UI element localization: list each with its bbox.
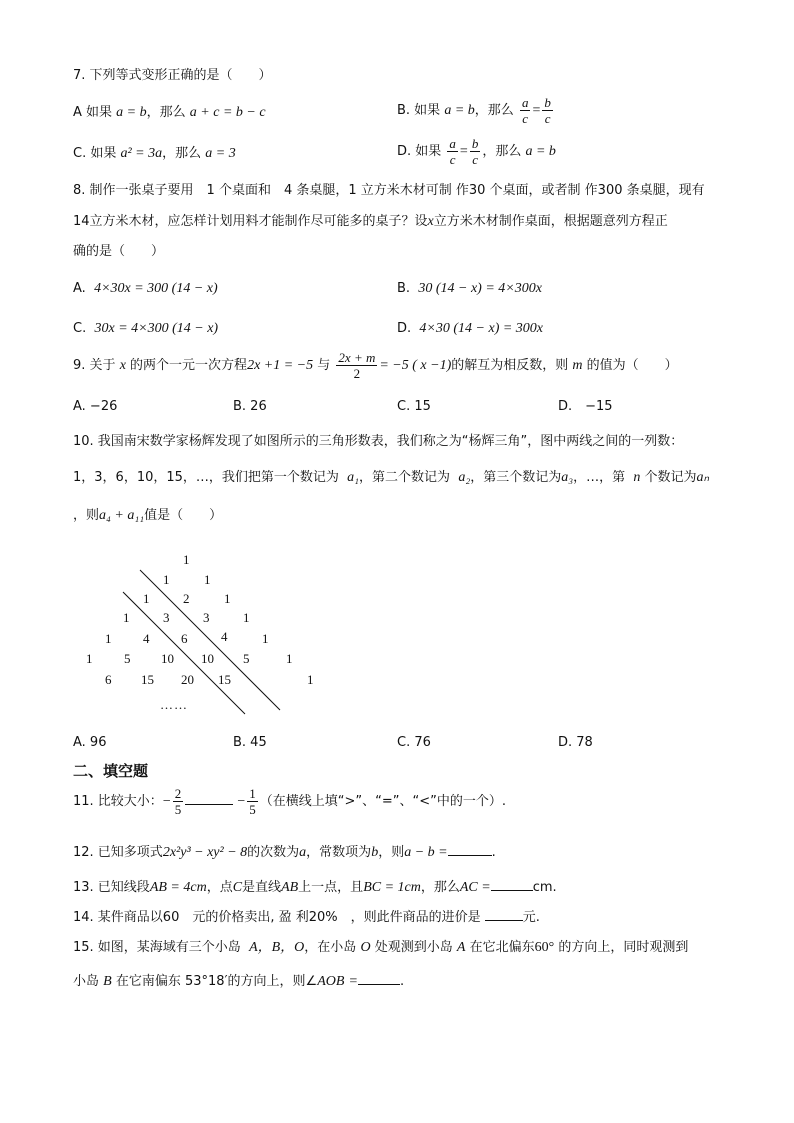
triangle-cell: 4 (143, 631, 150, 646)
triangle-cell: 5 (124, 651, 131, 666)
q8-option-b: B. 30 (14 − x) = 4×300x (397, 281, 542, 296)
q14-answer-blank[interactable] (485, 908, 523, 921)
triangle-cell: 1 (123, 610, 130, 625)
q10-option-b: B. 45 (233, 735, 267, 750)
triangle-cell: 1 (224, 591, 231, 606)
divider-line-upper (140, 570, 280, 710)
triangle-ellipsis: …… (160, 697, 188, 712)
q8-line3: 确的是（ ） (73, 244, 165, 259)
q8-line2: 14立方米木材，应怎样计划用料才能制作尽可能多的桌子？设x立方米木材制作桌面，根据题意列方程正 (73, 214, 668, 229)
q13-line: 13. 已知线段AB = 4cm，点C是直线AB上一点，且BC = 1cm，那么AC = cm. (73, 880, 557, 895)
q12-answer-blank[interactable] (448, 843, 492, 856)
q7-option-b: B. 如果 a = b，那么 $\frac{a}{c}$ = $\frac{b}{c}$ (397, 95, 551, 126)
triangle-cell: 3 (163, 610, 170, 625)
triangle-cell: 1 (105, 631, 112, 646)
q10-option-d: D. 78 (558, 735, 593, 750)
q9-option-b: B. 26 (233, 399, 267, 414)
q8-option-d: D. 4×30 (14 − x) = 300x (397, 321, 544, 336)
q15-line2: 小岛 B 在它南偏东 53°18′的方向上，则∠AOB = . (73, 974, 405, 989)
q10-line1: 10. 我国南宋数学家杨辉发现了如图所示的三角形数表，我们称之为“杨辉三角”，图中两线之间的一列数： (73, 434, 684, 449)
q9-option-c: C. 15 (397, 399, 431, 414)
triangle-cell: 1 (307, 672, 314, 687)
q12-line: 12. 已知多项式2x²y³ − xy² − 8的次数为a，常数项为b，则a − b = . (73, 845, 496, 860)
q10-line3: ，则a₄ + a₁₁值是（ ） (73, 508, 223, 523)
triangle-cell: 15 (218, 672, 231, 687)
triangle-cell: 5 (243, 651, 250, 666)
triangle-cell: 1 (243, 610, 250, 625)
q8-option-a: A. 4×30x = 300 (14 − x) (73, 281, 218, 296)
triangle-cell: 1 (143, 591, 150, 606)
triangle-cell: 1 (183, 552, 190, 567)
triangle-cell: 10 (201, 651, 214, 666)
q15-answer-blank[interactable] (358, 972, 400, 985)
q8-option-c: C. 30x = 4×300 (14 − x) (73, 321, 219, 336)
triangle-cell: 1 (163, 572, 170, 587)
q9-option-d: D. −15 (558, 399, 613, 414)
q7-option-d: D. 如果 $\frac{a}{c}$ = $\frac{b}{c}$ ，那么 a = b (397, 136, 556, 167)
q11-line: 11. 比较大小：− $\frac{2}{5}$ − $\frac{1}{5}$ （在横线上填“>”、“=”、“<”中的一个）. (73, 786, 506, 817)
triangle-cell: 1 (262, 631, 269, 646)
q15-line1: 15. 如图，某海域有三个小岛 A，B，O，在小岛 O 处观测到小岛 A 在它北偏东60° 的方向上，同时观测到 (73, 940, 689, 955)
section-heading-fill-in: 二、填空题 (73, 762, 149, 780)
triangle-cell: 2 (183, 591, 190, 606)
q7-option-a: A 如果 a = b，那么 a + c = b − c (73, 105, 266, 120)
triangle-cell: 4 (221, 629, 228, 644)
q9-stem: 9. 关于 x 的两个一元一次方程2x +1 = −5 与 $\frac{2x + m}{2}$ = −5 ( x −1)的解互为相反数，则 m 的值为（ ） (73, 350, 678, 381)
q14-line: 14. 某件商品以60 元的价格卖出, 盈 利20% ，则此件商品的进价是 元. (73, 910, 540, 925)
triangle-cell: 6 (105, 672, 112, 687)
triangle-cell: 15 (141, 672, 154, 687)
triangle-cell: 3 (203, 610, 210, 625)
triangle-cell: 6 (181, 631, 188, 646)
q10-line2: 1，3，6，10，15，…，我们把第一个数记为 a₁，第二个数记为 a₂，第三个数记为a₃，…，第 n 个数记为aₙ (73, 470, 710, 485)
q13-answer-blank[interactable] (491, 878, 533, 891)
q7-stem: 7. 下列等式变形正确的是（ ） (73, 68, 272, 83)
q11-answer-blank[interactable] (185, 792, 233, 805)
q7-option-c: C. 如果 a² = 3a，那么 a = 3 (73, 146, 236, 161)
divider-line-lower (123, 592, 245, 714)
q9-option-a: A. −26 (73, 399, 118, 414)
triangle-cell: 1 (86, 651, 93, 666)
triangle-cell: 1 (286, 651, 293, 666)
triangle-cell: 10 (161, 651, 174, 666)
triangle-cell: 20 (181, 672, 194, 687)
q10-option-c: C. 76 (397, 735, 431, 750)
q8-line1: 8. 制作一张桌子要用 1 个桌面和 4 条桌腿，1 立方米木材可制 作30 个桌面，或者制 作300 条桌腿，现有 (73, 183, 705, 198)
triangle-cell: 1 (204, 572, 211, 587)
q10-option-a: A. 96 (73, 735, 107, 750)
